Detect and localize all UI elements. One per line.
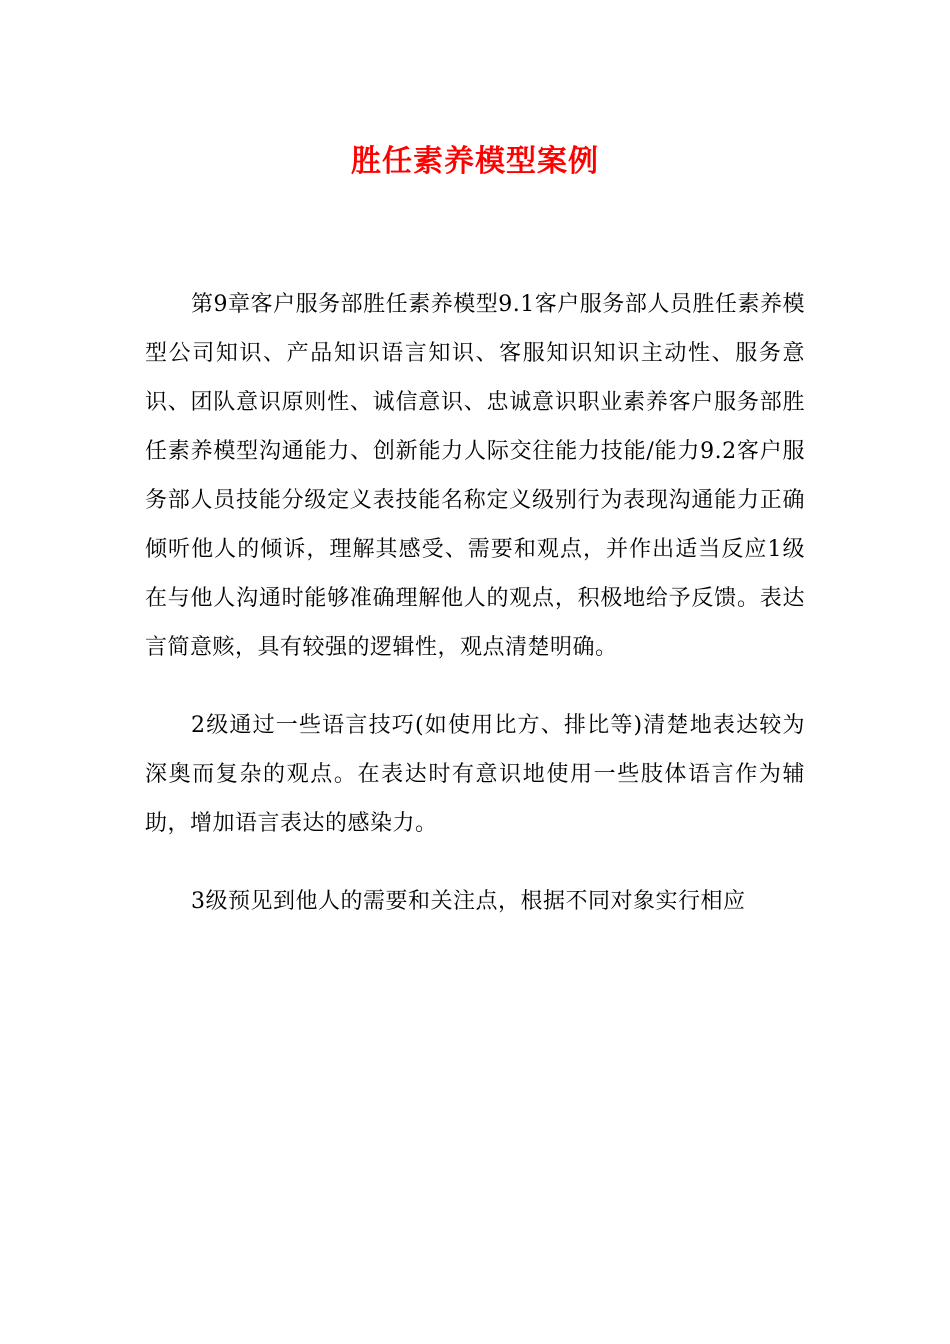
paragraph-1: 第9章客户服务部胜任素养模型9.1客户服务部人员胜任素养模型公司知识、产品知识语言知识、客服知识知识主动性、服务意识、团队意识原则性、诚信意识、忠诚意识职业素养客户服务部胜任素养模型沟通能力、创新能力人际交往能力技能/能力9.2客户服务部人员技能分级定义表技能名称定义级别行为表现沟通能力正确倾听他人的倾诉，理解其感受、需要和观点，并作出适当反应1级在与他人沟通时能够准确理解他人的观点，积极地给予反馈。表达言简意赅，具有较强的逻辑性，观点清楚明确。 (145, 292, 805, 660)
paragraph-3: 3级预见到他人的需要和关注点，根据不同对象实行相应 (191, 889, 746, 914)
document-body (145, 280, 805, 955)
paragraph-2: 2级通过一些语言技巧(如使用比方、排比等)清楚地表达较为深奥而复杂的观点。在表达时有意识地使用一些肢体语言作为辅助，增加语言表达的感染力。 (145, 713, 805, 836)
document-title: 胜任素养模型案例 (351, 144, 599, 179)
